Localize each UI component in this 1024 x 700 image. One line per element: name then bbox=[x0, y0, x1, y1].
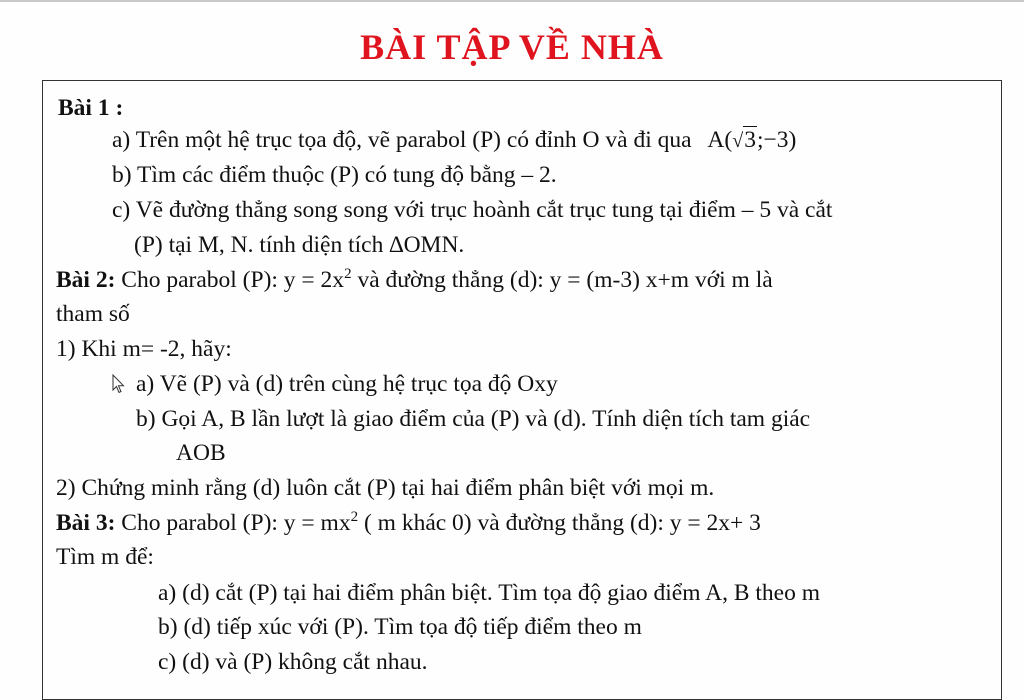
bai2-part1-b-line2: AOB bbox=[176, 440, 226, 466]
bai3-a: a) (d) cắt (P) tại hai điểm phân biệt. Tìm tọa độ giao điểm A, B theo m bbox=[158, 580, 820, 606]
bai2-parabola-eq: $y = 2x^2$ bbox=[283, 266, 352, 293]
mouse-pointer-icon bbox=[112, 374, 126, 394]
page-title: BÀI TẬP VỀ NHÀ bbox=[360, 27, 664, 67]
bai3-find: Tìm m để: bbox=[56, 544, 154, 570]
bai2-part1-a: a) Vẽ (P) và (d) trên cùng hệ trục tọa độ Oxy bbox=[136, 371, 558, 397]
bai3-c: c) (d) và (P) không cắt nhau. bbox=[158, 649, 428, 675]
bai3-intro: Bài 3: Cho parabol (P): $y = mx^2$ ( m khác 0) và đường thẳng (d): y = 2x+ 3 bbox=[56, 509, 761, 536]
bai3-b: b) (d) tiếp xúc với (P). Tìm tọa độ tiếp điểm theo m bbox=[158, 614, 642, 640]
bai1-heading: Bài 1 : bbox=[58, 95, 124, 121]
bai2-part2: 2) Chứng minh rằng (d) luôn cắt (P) tại hai điểm phân biệt với mọi m. bbox=[56, 475, 715, 501]
point-a: A(√3;−3) bbox=[707, 127, 797, 153]
bai1-c-line2: (P) tại M, N. tính diện tích ∆OMN. bbox=[134, 232, 465, 258]
bai2-intro: Bài 2: Cho parabol (P): $y = 2x^2$ và đường thẳng (d): y = (m-3) x+m với m là bbox=[56, 266, 773, 293]
bai2-part1-b-line1: b) Gọi A, B lần lượt là giao điểm của (P) và (d). Tính diện tích tam giác bbox=[136, 406, 811, 432]
bai2-intro-line2: tham số bbox=[56, 301, 130, 327]
bai1-c-line1: c) Vẽ đường thẳng song song với trục hoành cắt trục tung tại điểm – 5 và cắt bbox=[112, 197, 833, 223]
top-border-line bbox=[0, 0, 1024, 2]
bai1-a: a) Trên một hệ trục tọa độ, vẽ parabol (P) có đỉnh O và đi qua A(√3;−3) bbox=[112, 127, 797, 153]
bai3-parabola-eq: $y = mx^2$ bbox=[283, 509, 359, 536]
bai2-part1: 1) Khi m= -2, hãy: bbox=[56, 336, 232, 362]
bai3-line-eq: y = 2x+ 3 bbox=[669, 510, 761, 536]
bai1-b: b) Tìm các điểm thuộc (P) có tung độ bằng – 2. bbox=[112, 162, 557, 188]
bai2-line-eq: y = (m-3) x+m bbox=[549, 267, 690, 293]
